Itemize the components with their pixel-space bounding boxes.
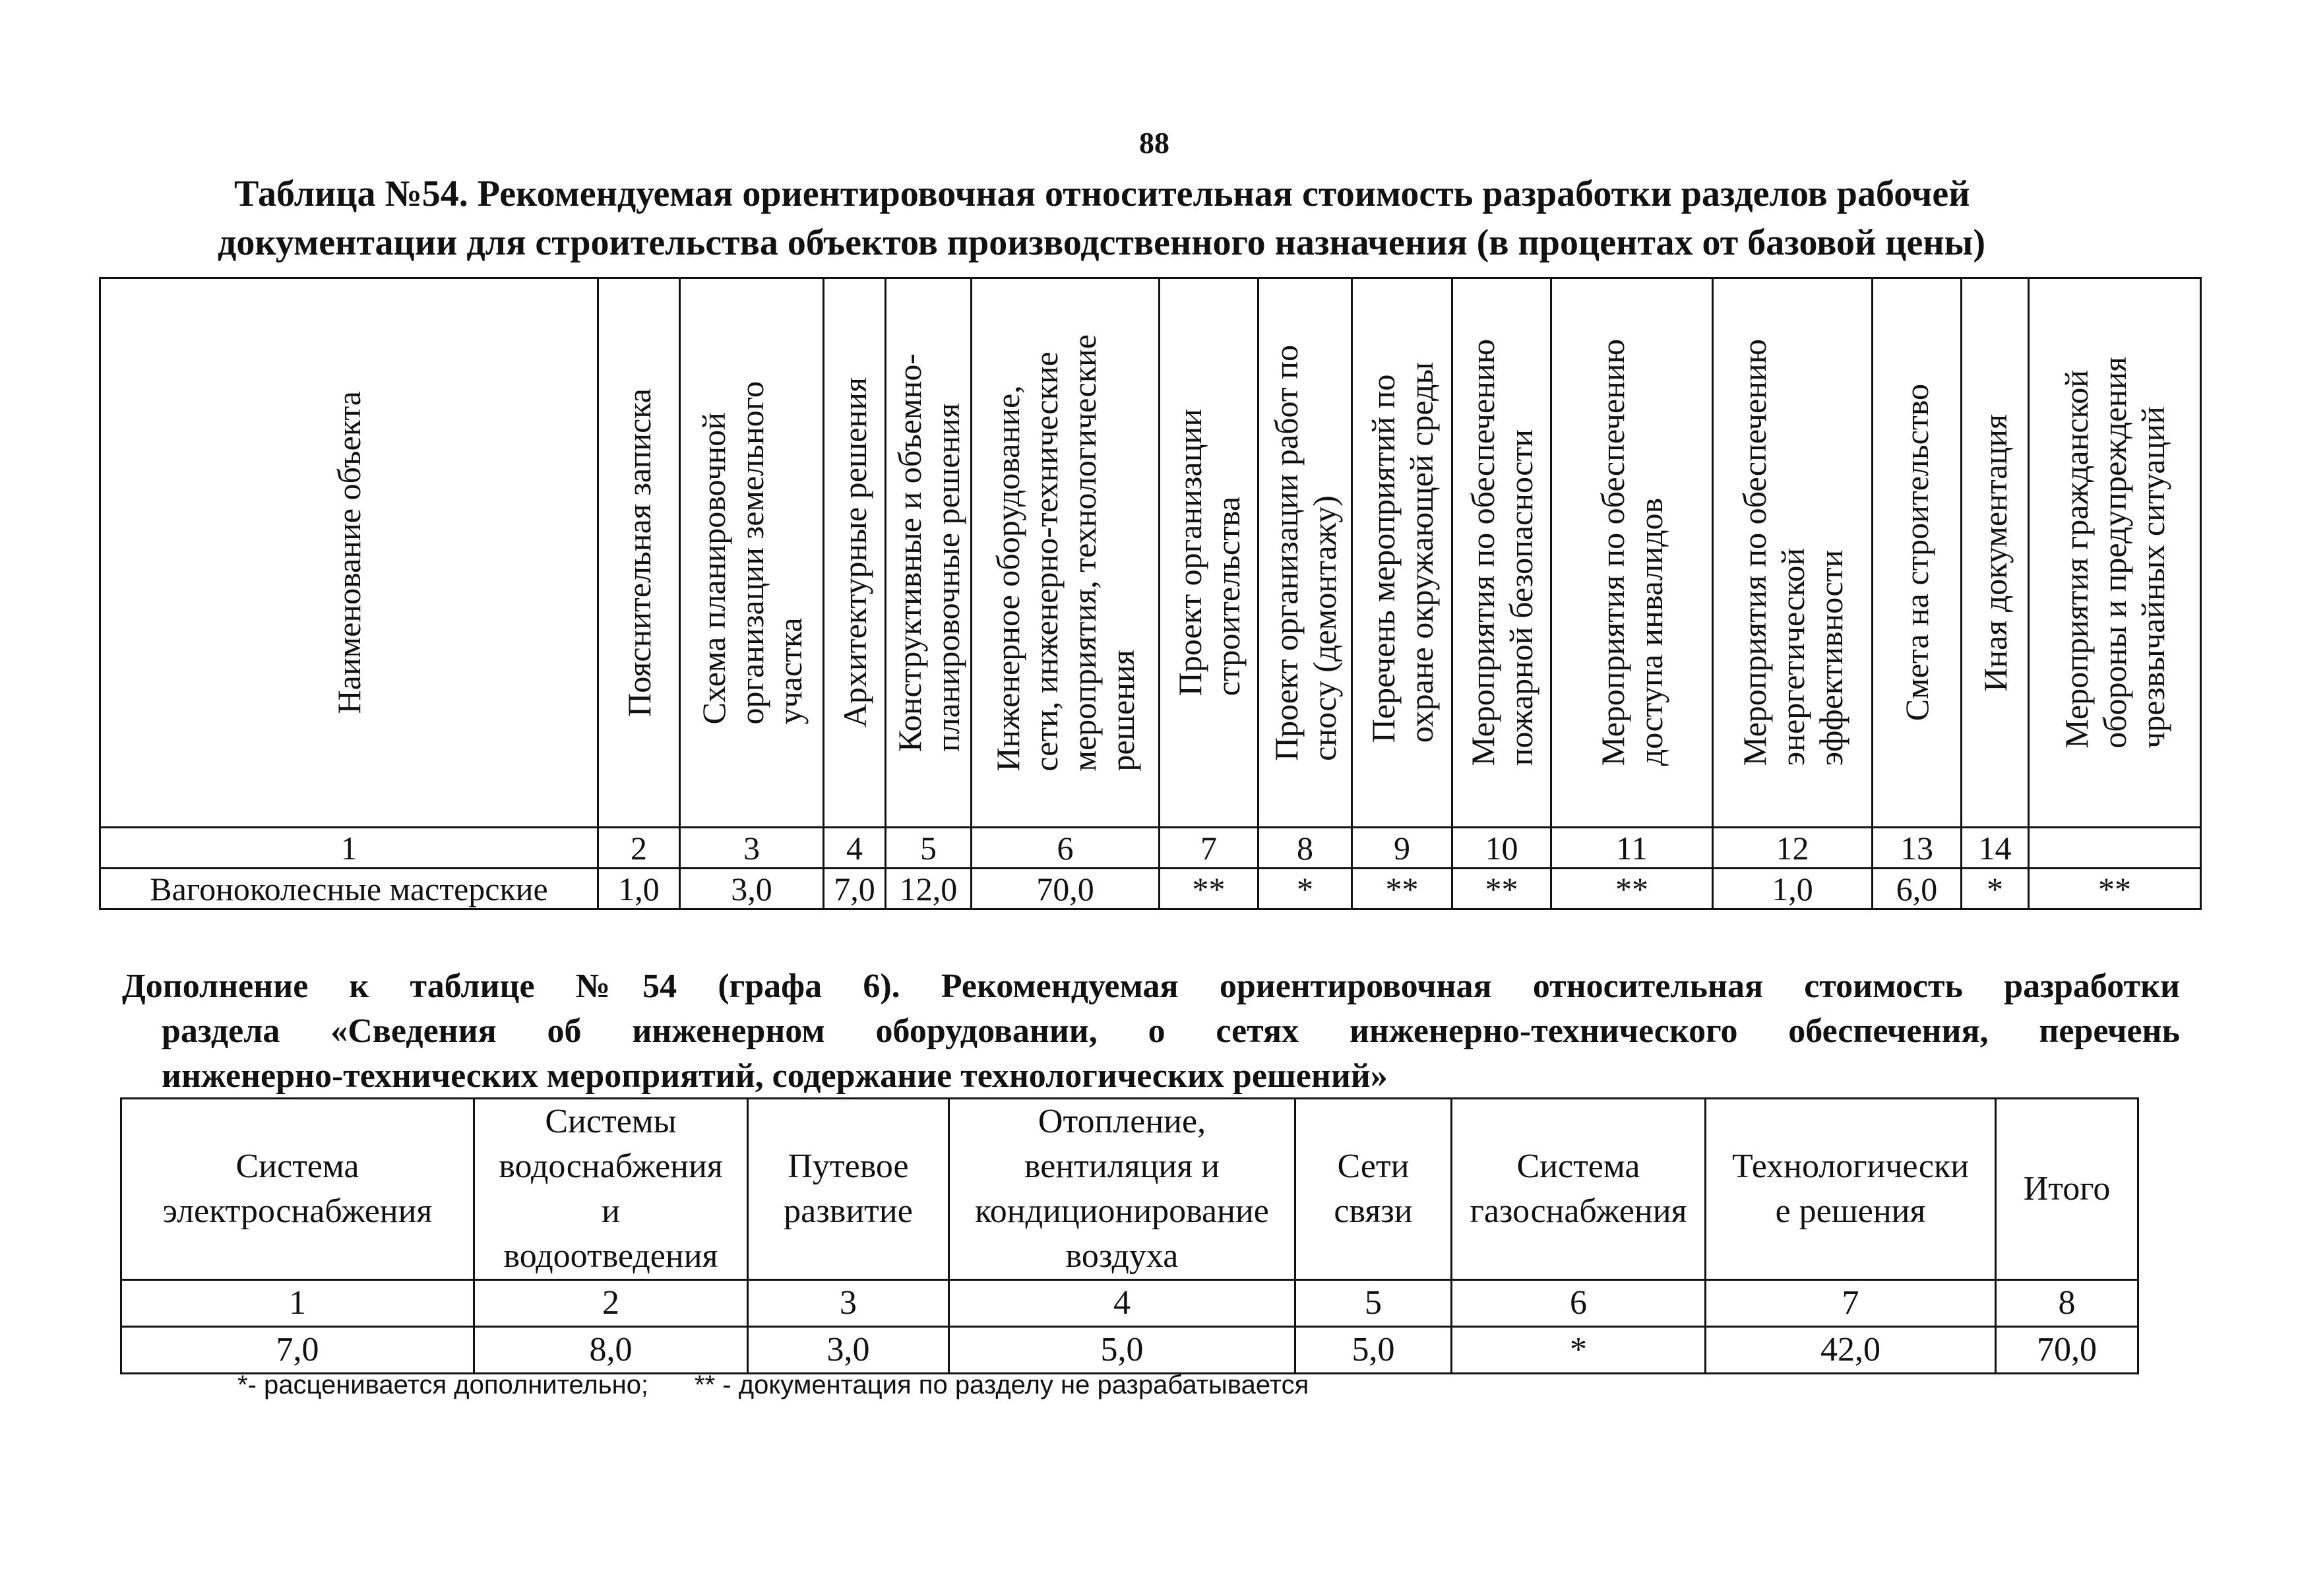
- header-cell: Мероприятия по обеспечению энергетической эффективности: [1713, 278, 1873, 828]
- header-cell: Смета на строительство: [1873, 278, 1962, 828]
- value-cell: 12,0: [886, 869, 972, 909]
- value-cell: 6,0: [1873, 869, 1962, 909]
- column-number-cell: 3: [748, 1280, 949, 1327]
- footnote-single-star: *- расценивается дополнительно;: [237, 1370, 649, 1399]
- header-cell: Инженерное оборудование, сети, инженерно-технические мероприятия, технологические решения: [972, 278, 1160, 828]
- header-cell: Архитектурные решения: [824, 278, 886, 828]
- supplement-title-line-2: раздела «Сведения об инженерном оборудовании, о сетях инженерно-технического обеспечения, перечень: [162, 1012, 2180, 1050]
- page-number: 88: [1139, 126, 1169, 160]
- column-number-cell: 9: [1352, 828, 1452, 869]
- value-cell: 3,0: [748, 1327, 949, 1374]
- main-cost-table: [99, 277, 2202, 910]
- column-number-cell: 2: [474, 1280, 748, 1327]
- value-cell: 7,0: [121, 1327, 474, 1374]
- column-number-cell: [2029, 828, 2201, 869]
- value-cell: *: [1452, 1327, 1706, 1374]
- column-number-cell: 4: [824, 828, 886, 869]
- supplement-title-line-1: Дополнение к таблице №54 (графа 6). Рекомендуемая ориентировочная относительная стоимость разработки: [122, 967, 2180, 1005]
- column-number-cell: 5: [886, 828, 972, 869]
- column-number-cell: 13: [1873, 828, 1962, 869]
- main-table-number-row: [100, 828, 2201, 869]
- column-number-cell: 6: [1452, 1280, 1706, 1327]
- header-cell: Итого: [1996, 1099, 2138, 1280]
- main-table-header-row: [100, 278, 2201, 828]
- value-cell: 1,0: [1713, 869, 1873, 909]
- value-cell: 70,0: [972, 869, 1160, 909]
- column-number-cell: 14: [1962, 828, 2029, 869]
- column-number-cell: 11: [1551, 828, 1713, 869]
- header-cell: Система газоснабжения: [1452, 1099, 1706, 1280]
- value-cell: **: [1551, 869, 1713, 909]
- column-number-cell: 8: [1258, 828, 1352, 869]
- value-cell: 3,0: [680, 869, 824, 909]
- value-cell: **: [2029, 869, 2201, 909]
- table-title-line-1: Таблица №54. Рекомендуемая ориентировочная относительная стоимость разработки разделов рабочей: [234, 173, 1970, 214]
- footnotes: [237, 1370, 1309, 1400]
- value-cell: *: [1962, 869, 2029, 909]
- column-number-cell: 3: [680, 828, 824, 869]
- header-cell: Проект организации строительства: [1160, 278, 1258, 828]
- value-cell: 7,0: [824, 869, 886, 909]
- header-cell: Система электроснабжения: [121, 1099, 474, 1280]
- value-cell: 1,0: [598, 869, 680, 909]
- column-number-cell: 5: [1295, 1280, 1452, 1327]
- header-cell: Мероприятия гражданской обороны и предупреждения чрезвычайных ситуаций: [2029, 278, 2201, 828]
- column-number-cell: 1: [121, 1280, 474, 1327]
- object-name-cell: Вагоноколесные мастерские: [100, 869, 598, 909]
- value-cell: *: [1258, 869, 1352, 909]
- header-cell: Иная документация: [1962, 278, 2029, 828]
- column-number-cell: 7: [1160, 828, 1258, 869]
- value-cell: 42,0: [1706, 1327, 1996, 1374]
- supplement-title: [122, 964, 2180, 1099]
- header-cell: Путевое развитие: [748, 1099, 949, 1280]
- table-title-line-2: документации для строительства объектов производственного назначения (в процентах от базовой цены): [218, 222, 1985, 263]
- column-number-cell: 4: [949, 1280, 1295, 1327]
- supplement-header-row: [121, 1099, 2138, 1280]
- header-cell: Мероприятия по обеспечению пожарной безопасности: [1452, 278, 1551, 828]
- value-cell: 8,0: [474, 1327, 748, 1374]
- header-cell: Отопление, вентиляция и кондиционирование воздуха: [949, 1099, 1295, 1280]
- header-cell: Проект организации работ по сносу (демонтажу): [1258, 278, 1352, 828]
- column-number-cell: 1: [100, 828, 598, 869]
- supplement-data-row: [121, 1327, 2138, 1374]
- header-cell: Перечень мероприятий по охране окружающей среды: [1352, 278, 1452, 828]
- header-cell: Системы водоснабжения и водоотведения: [474, 1099, 748, 1280]
- value-cell: 5,0: [949, 1327, 1295, 1374]
- column-number-cell: 10: [1452, 828, 1551, 869]
- header-cell: Сети связи: [1295, 1099, 1452, 1280]
- header-cell: Технологически е решения: [1706, 1099, 1996, 1280]
- value-cell: **: [1160, 869, 1258, 909]
- value-cell: **: [1452, 869, 1551, 909]
- header-cell: Схема планировочной организации земельного участка: [680, 278, 824, 828]
- supplement-title-line-3: инженерно-технических мероприятий, содержание технологических решений»: [162, 1057, 1388, 1095]
- main-table-data-row: [100, 869, 2201, 909]
- value-cell: 5,0: [1295, 1327, 1452, 1374]
- header-cell: Пояснительная записка: [598, 278, 680, 828]
- header-cell: Мероприятия по обеспечению доступа инвалидов: [1551, 278, 1713, 828]
- column-number-cell: 8: [1996, 1280, 2138, 1327]
- supplement-number-row: [121, 1280, 2138, 1327]
- value-cell: **: [1352, 869, 1452, 909]
- header-cell: Наименование объекта: [100, 278, 598, 828]
- column-number-cell: 6: [972, 828, 1160, 869]
- column-number-cell: 2: [598, 828, 680, 869]
- supplement-cost-table: [120, 1097, 2139, 1374]
- header-cell: Конструктивные и объемно- планировочные решения: [886, 278, 972, 828]
- column-number-cell: 12: [1713, 828, 1873, 869]
- value-cell: 70,0: [1996, 1327, 2138, 1374]
- column-number-cell: 7: [1706, 1280, 1996, 1327]
- footnote-double-star: ** - документация по разделу не разрабатывается: [695, 1370, 1309, 1399]
